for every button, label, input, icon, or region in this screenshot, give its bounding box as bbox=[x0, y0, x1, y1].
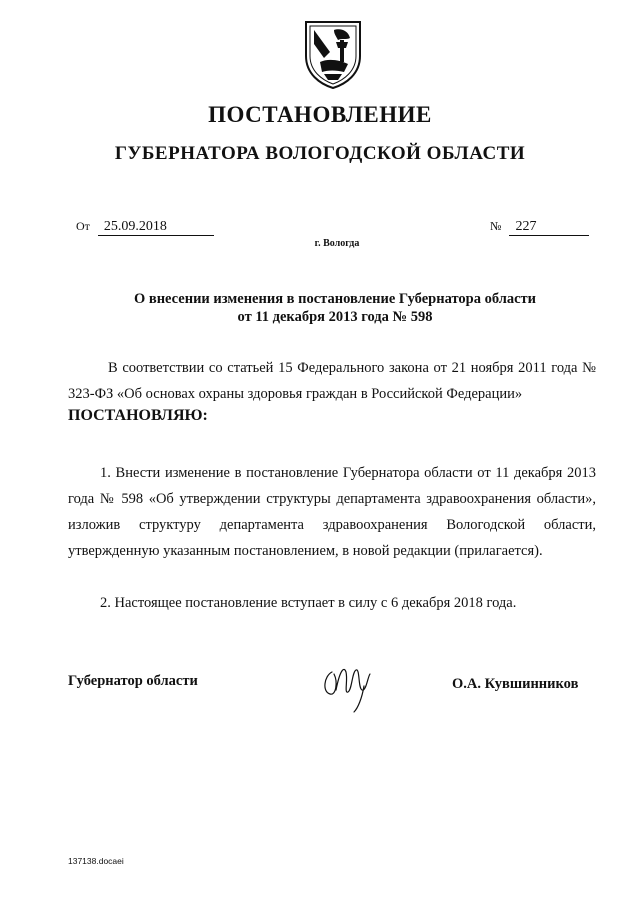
document-title: ПОСТАНОВЛЕНИЕ bbox=[208, 102, 432, 127]
city-label: г. Вологда bbox=[314, 238, 360, 249]
subject-line-1: О внесении изменения в постановление Губернатора области bbox=[133, 291, 537, 307]
date-value: 25.09.2018 bbox=[98, 219, 214, 236]
number-prefix: № bbox=[490, 219, 502, 233]
document-subtitle: ГУБЕРНАТОРА ВОЛОГОДСКОЙ ОБЛАСТИ bbox=[114, 143, 526, 164]
number-value: 227 bbox=[509, 219, 589, 236]
intro-paragraph: В соответствии со статьей 15 Федерального закона от 21 ноября 2011 года № 323-ФЗ «Об основах охраны здоровья граждан в Российской Федерации» bbox=[68, 360, 596, 402]
coat-of-arms-icon bbox=[300, 18, 366, 90]
number-field bbox=[490, 219, 589, 236]
date-prefix: От bbox=[76, 219, 90, 233]
signatory-name: О.А. Кувшинников bbox=[452, 676, 579, 692]
signatory-position: Губернатор области bbox=[68, 673, 198, 689]
item-2-paragraph: 2. Настоящее постановление вступает в силу с 6 декабря 2018 года. bbox=[100, 595, 517, 611]
handwritten-signature-icon bbox=[318, 652, 378, 716]
decree-heading: ПОСТАНОВЛЯЮ: bbox=[68, 407, 208, 424]
file-name: 137138.docaei bbox=[68, 856, 124, 866]
document-subject bbox=[0, 290, 640, 326]
item-1-paragraph: 1. Внести изменение в постановление Губернатора области от 11 декабря 2013 года № 598 «Об утверждении структуры департамента здравоохранения области», изложив структуру департамента здравоохранения Вологодской области, утвержденную указанным постановлением, в новой редакции (прилагается). bbox=[68, 465, 596, 559]
date-field bbox=[76, 219, 214, 236]
subject-line-2: от 11 декабря 2013 года № 598 bbox=[237, 309, 433, 325]
